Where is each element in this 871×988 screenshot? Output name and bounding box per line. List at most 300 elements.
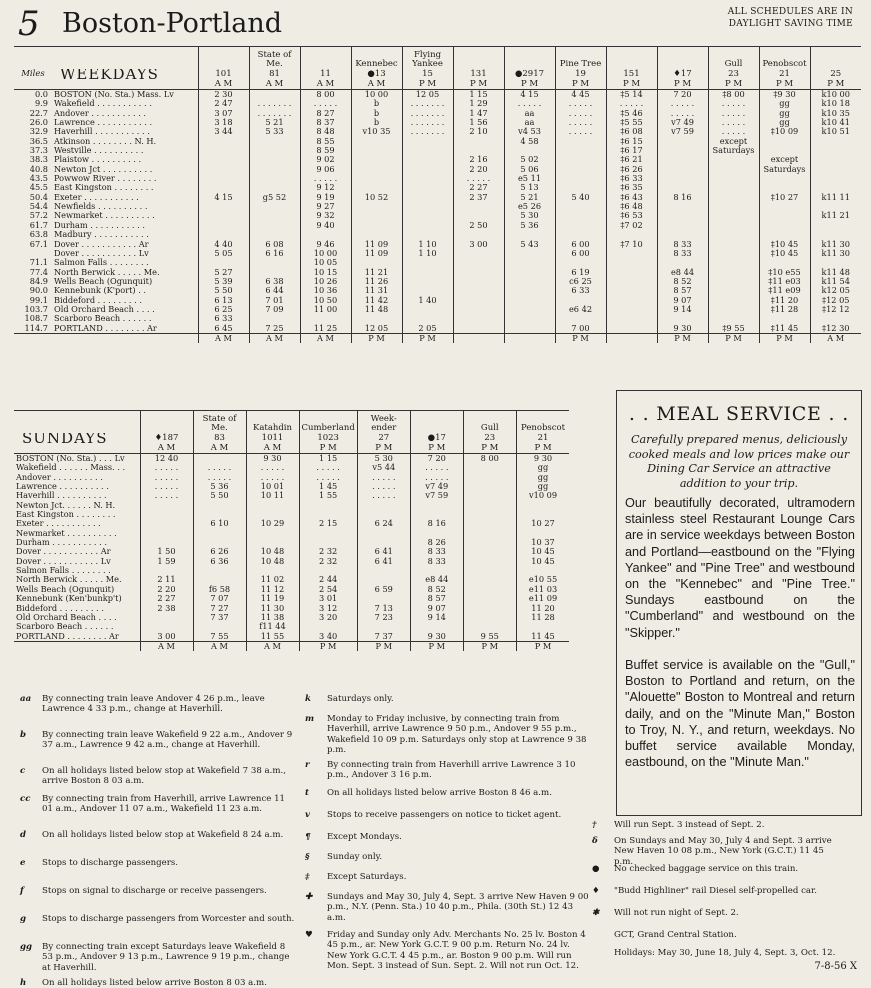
time-cell: aa — [504, 109, 555, 118]
time-cell: 10 50 — [300, 296, 351, 305]
time-cell — [810, 183, 861, 192]
time-cell: v4 53 — [504, 127, 555, 136]
footnote-text: On all holidays listed below stop at Wakefield 7 38 a.m., arrive Boston 8 03 a.m. — [42, 766, 286, 787]
time-cell — [246, 510, 299, 519]
am-pm-footer: P M — [516, 641, 569, 651]
train-name: Cumberland — [299, 411, 357, 434]
time-cell: ‡5 14 — [606, 90, 657, 100]
time-cell: 9 46 — [300, 240, 351, 249]
time-cell — [810, 230, 861, 239]
station-cell: Andover . . . . . . . . . . . — [54, 108, 146, 118]
dst-line-2: DAYLIGHT SAVING TIME — [728, 19, 853, 29]
time-cell: . . . . . — [453, 174, 504, 183]
time-cell: 8 33 — [410, 557, 463, 566]
mileage-cell: 22.7 — [29, 108, 48, 118]
station-cell: Powwow River . . . . . . . . — [54, 174, 157, 184]
station-cell: Haverhill . . . . . . . . . . . — [54, 127, 150, 137]
time-cell: 3 00 — [140, 632, 193, 642]
time-cell — [351, 174, 402, 183]
time-cell: . . . . . — [140, 491, 193, 500]
time-cell: 1 56 — [453, 118, 504, 127]
time-cell — [504, 324, 555, 334]
table-row — [14, 174, 861, 183]
time-cell: 5 33 — [249, 127, 300, 136]
time-cell — [759, 211, 810, 220]
time-cell: 5 30 — [504, 211, 555, 220]
time-cell: k10 51 — [810, 127, 861, 136]
time-cell — [504, 314, 555, 323]
time-cell — [198, 258, 249, 267]
footnote-text: Saturdays only. — [327, 694, 394, 704]
footer-code: 7-8-56 X — [814, 961, 857, 972]
time-cell — [453, 277, 504, 286]
time-cell: 4 58 — [504, 137, 555, 146]
table-row — [14, 277, 861, 286]
table-row — [14, 99, 861, 108]
time-cell — [410, 501, 463, 510]
time-cell: ‡6 21 — [606, 155, 657, 164]
time-cell: 6 44 — [249, 286, 300, 295]
time-cell: 4 40 — [198, 240, 249, 249]
footnote-symbol: § — [305, 852, 310, 862]
mileage-cell: 103.7 — [24, 304, 48, 314]
time-cell: ‡6 48 — [606, 202, 657, 211]
time-cell: 8 00 — [463, 454, 516, 464]
mileage-cell: 114.7 — [24, 323, 48, 333]
time-cell — [453, 146, 504, 155]
time-cell: ‡11 e03 — [759, 277, 810, 286]
table-row — [14, 463, 569, 472]
time-cell: 7 20 — [657, 90, 708, 100]
time-cell — [657, 155, 708, 164]
table-row — [14, 268, 861, 277]
footnote — [592, 886, 842, 896]
footnote-symbol: m — [305, 714, 315, 724]
train-number-text: 11 — [320, 69, 331, 79]
time-cell: ‡6 17 — [606, 146, 657, 155]
time-cell: 8 33 — [410, 547, 463, 556]
time-cell: ‡6 26 — [606, 165, 657, 174]
station-cell: Wakefield . . . . . . Mass. . . — [16, 463, 126, 473]
time-cell — [708, 183, 759, 192]
train-number-text: 17 — [435, 433, 446, 443]
time-cell: 8 55 — [300, 137, 351, 146]
am-pm-footer: P M — [463, 641, 516, 651]
time-cell — [198, 146, 249, 155]
time-cell — [504, 305, 555, 314]
time-cell: 7 27 — [193, 604, 246, 613]
am-pm-footer: P M — [555, 333, 606, 343]
station-cell: Wells Beach (Ogunquit) — [54, 276, 153, 286]
station-cell: Durham . . . . . . . . . . . — [16, 538, 107, 548]
am-pm-header: P M — [516, 443, 569, 454]
time-cell — [357, 594, 410, 603]
train-number — [198, 69, 249, 79]
time-cell — [463, 557, 516, 566]
time-cell: Saturdays — [759, 165, 810, 174]
time-cell — [504, 277, 555, 286]
time-cell — [759, 137, 810, 146]
time-cell — [357, 622, 410, 631]
time-cell — [402, 258, 453, 267]
footer-spacer — [14, 333, 52, 343]
time-cell — [299, 501, 357, 510]
footnote — [305, 852, 590, 862]
train-symbol: ● — [514, 69, 523, 79]
footnote-text: On all holidays listed below arrive Boston 8 46 a.m. — [327, 788, 552, 798]
time-cell: . . . . . — [193, 473, 246, 482]
am-pm-header: A M — [246, 443, 299, 454]
table-row — [14, 613, 569, 622]
time-cell: b — [351, 118, 402, 127]
train-number-text: ♦187 — [154, 433, 179, 443]
time-cell — [463, 538, 516, 547]
time-cell — [759, 258, 810, 267]
time-cell: 5 02 — [504, 155, 555, 164]
time-cell: . . . . . — [357, 491, 410, 500]
time-cell: 9 27 — [300, 202, 351, 211]
train-number-text: 131 — [470, 69, 487, 79]
time-cell: ‡12 05 — [810, 296, 861, 305]
time-cell — [453, 211, 504, 220]
footnote-symbol: gg — [20, 942, 33, 952]
table-row — [14, 127, 861, 136]
time-cell: ‡12 12 — [810, 305, 861, 314]
footnote-text: Will run Sept. 3 instead of Sept. 2. — [614, 820, 765, 830]
time-cell: 1 15 — [453, 90, 504, 100]
time-cell: 8 59 — [300, 146, 351, 155]
time-cell: 3 00 — [453, 240, 504, 249]
time-cell: ‡10 e55 — [759, 268, 810, 277]
time-cell — [402, 174, 453, 183]
time-cell — [351, 211, 402, 220]
table-row — [14, 90, 861, 100]
table-row — [14, 296, 861, 305]
time-cell — [357, 501, 410, 510]
time-cell: 9 19 — [300, 193, 351, 202]
train-number — [351, 69, 402, 79]
am-pm-header: P M — [410, 443, 463, 454]
footnote-symbol: cc — [20, 794, 31, 804]
train-number-text: 21 — [537, 433, 549, 443]
time-cell: 4 45 — [555, 90, 606, 100]
section-title: WEEKDAYS — [60, 69, 159, 79]
table-row — [14, 594, 569, 603]
time-cell: 9 14 — [657, 305, 708, 314]
mileage-cell: 36.5 — [29, 136, 48, 146]
time-cell: 5 21 — [504, 193, 555, 202]
time-cell: ‡10 45 — [759, 249, 810, 258]
train-name: Kennebec — [351, 47, 402, 70]
train-name: Katahdin — [246, 411, 299, 434]
train-number-text: 81 — [269, 69, 280, 79]
time-cell: 1 45 — [299, 482, 357, 491]
time-cell: 10 45 — [516, 547, 569, 556]
time-cell: 5 21 — [249, 118, 300, 127]
time-cell — [555, 183, 606, 192]
station-cell: PORTLAND . . . . . . . . Ar — [16, 631, 119, 641]
time-cell — [504, 268, 555, 277]
time-cell — [453, 314, 504, 323]
time-cell: . . . . . — [504, 99, 555, 108]
train-number — [140, 433, 193, 443]
time-cell — [140, 613, 193, 622]
time-cell: ‡6 08 — [606, 127, 657, 136]
am-pm-header: A M — [198, 79, 249, 90]
time-cell: k11 30 — [810, 249, 861, 258]
time-cell: v7 49 — [657, 118, 708, 127]
time-cell: k10 00 — [810, 90, 861, 100]
time-cell — [402, 314, 453, 323]
footnote — [20, 730, 295, 751]
sunday-timetable — [14, 410, 569, 651]
time-cell — [463, 585, 516, 594]
time-cell: 8 57 — [657, 286, 708, 295]
time-cell: 10 29 — [246, 519, 299, 528]
time-cell: 1 50 — [140, 547, 193, 556]
footnote — [20, 766, 295, 787]
time-cell — [657, 211, 708, 220]
time-cell: k11 54 — [810, 277, 861, 286]
station-cell: Biddeford . . . . . . . . . — [16, 603, 104, 613]
station-cell: Newton Jct. . . . . . N. H. — [16, 500, 116, 510]
time-cell: 9 32 — [300, 211, 351, 220]
time-cell — [453, 230, 504, 239]
time-cell: 6 25 — [198, 305, 249, 314]
time-cell: . . . . . — [357, 473, 410, 482]
time-cell — [657, 174, 708, 183]
train-name — [410, 411, 463, 434]
mileage-cell: 108.7 — [24, 314, 48, 324]
time-cell: 6 41 — [357, 547, 410, 556]
time-cell: 10 26 — [300, 277, 351, 286]
am-pm-footer: P M — [357, 641, 410, 651]
time-cell — [402, 277, 453, 286]
footnote-text: By connecting train leave Andover 4 26 p.m., leave Lawrence 4 33 p.m., change at Haverhill. — [42, 694, 265, 715]
station-cell: Exeter . . . . . . . . . . . — [54, 192, 139, 202]
mileage-cell: 57.2 — [29, 211, 48, 221]
time-cell: ‡10 27 — [759, 193, 810, 202]
time-cell: gg — [516, 463, 569, 472]
time-cell: 11 38 — [246, 613, 299, 622]
time-cell — [708, 296, 759, 305]
time-cell — [249, 230, 300, 239]
time-cell: 8 33 — [657, 240, 708, 249]
dst-line-1: ALL SCHEDULES ARE IN — [727, 7, 853, 17]
footnote — [592, 836, 842, 867]
time-cell: 12 05 — [402, 90, 453, 100]
time-cell: 11 02 — [246, 575, 299, 584]
time-cell — [657, 202, 708, 211]
time-cell: 5 43 — [504, 240, 555, 249]
mileage-cell: 37.3 — [29, 146, 48, 156]
time-cell — [657, 146, 708, 155]
station-cell: Dover . . . . . . . . . . . Lv — [16, 556, 111, 566]
train-name: State of Me. — [249, 47, 300, 70]
footnote-text: Will not run night of Sept. 2. — [614, 908, 739, 918]
time-cell: 5 06 — [504, 165, 555, 174]
table-row — [14, 632, 569, 642]
mileage-cell: 54.4 — [29, 202, 48, 212]
time-cell — [555, 230, 606, 239]
time-cell: e8 44 — [657, 268, 708, 277]
time-cell: 2 30 — [198, 90, 249, 100]
train-number — [810, 69, 861, 79]
time-cell: 11 48 — [351, 305, 402, 314]
footnote — [20, 694, 295, 715]
time-cell — [453, 137, 504, 146]
time-cell — [657, 230, 708, 239]
time-cell: . . . . . — [300, 174, 351, 183]
time-cell: 5 40 — [555, 193, 606, 202]
time-cell: 11 00 — [300, 305, 351, 314]
station-cell: Andover . . . . . . . . . . — [16, 472, 103, 482]
time-cell — [555, 174, 606, 183]
time-cell: 2 27 — [453, 183, 504, 192]
time-cell: ‡6 33 — [606, 174, 657, 183]
time-cell: k11 11 — [810, 193, 861, 202]
time-cell: 5 27 — [198, 268, 249, 277]
time-cell — [759, 230, 810, 239]
time-cell: 10 37 — [516, 538, 569, 547]
footnote-text: Except Saturdays. — [327, 872, 407, 882]
am-pm-footer: A M — [300, 333, 351, 343]
time-cell — [606, 286, 657, 295]
time-cell — [198, 165, 249, 174]
time-cell: b — [351, 99, 402, 108]
time-cell: . . . . . — [357, 482, 410, 491]
miles-header-label: Miles — [21, 69, 45, 79]
train-name — [810, 47, 861, 70]
time-cell: 10 05 — [300, 258, 351, 267]
time-cell: 7 09 — [249, 305, 300, 314]
time-cell — [351, 146, 402, 155]
time-cell — [198, 230, 249, 239]
am-pm-footer: A M — [246, 641, 299, 651]
time-cell: k10 35 — [810, 109, 861, 118]
time-cell: aa — [504, 118, 555, 127]
table-row — [14, 547, 569, 556]
train-number-text: 23 — [728, 69, 739, 79]
time-cell — [516, 622, 569, 631]
train-name — [198, 47, 249, 70]
footnote-symbol: r — [305, 760, 310, 770]
time-cell: 9 30 — [410, 632, 463, 642]
time-cell: 10 27 — [516, 519, 569, 528]
time-cell: . . . . . . . — [402, 118, 453, 127]
time-cell: v7 49 — [410, 482, 463, 491]
footnote-symbol: v — [305, 810, 310, 820]
station-cell: Newton Jct . . . . . . . . . . — [54, 164, 153, 174]
time-cell: ‡6 35 — [606, 183, 657, 192]
table-row — [14, 519, 569, 528]
time-cell: 6 36 — [193, 557, 246, 566]
time-cell: 5 39 — [198, 277, 249, 286]
time-cell: 7 07 — [193, 594, 246, 603]
footnote-text: Monday to Friday inclusive, by connecting train from Haverhill, arrive Lawrence 9 50 p.m., Andover 9 55 p.m., Wakefield 10 09 p.m. Saturdays only stop at Lawrence 9 38 p.m. — [327, 714, 587, 756]
time-cell — [140, 538, 193, 547]
time-cell: ‡6 43 — [606, 193, 657, 202]
time-cell: 2 10 — [453, 127, 504, 136]
time-cell — [516, 510, 569, 519]
footnote — [305, 694, 590, 704]
time-cell — [351, 202, 402, 211]
time-cell — [708, 230, 759, 239]
time-cell — [299, 529, 357, 538]
table-row — [14, 165, 861, 174]
am-pm-header: P M — [463, 443, 516, 454]
train-number — [410, 433, 463, 443]
time-cell — [708, 193, 759, 202]
table-row — [14, 183, 861, 192]
footnote-symbol: ✱ — [592, 908, 600, 918]
time-cell — [810, 137, 861, 146]
time-cell — [810, 221, 861, 230]
am-pm-header: P M — [810, 79, 861, 90]
train-name — [504, 47, 555, 70]
time-cell — [463, 482, 516, 491]
time-cell — [410, 622, 463, 631]
time-cell — [657, 165, 708, 174]
time-cell — [708, 258, 759, 267]
station-cell: Dover . . . . . . . . . . . Lv — [54, 248, 149, 258]
time-cell — [193, 538, 246, 547]
time-cell: ‡12 30 — [810, 324, 861, 334]
footnote-text: By connecting train except Saturdays leave Wakefield 8 53 p.m., Andover 9 13 p.m., Lawrence 9 19 p.m., change at Haverhill. — [42, 942, 290, 973]
section-label — [52, 47, 198, 70]
time-cell — [606, 268, 657, 277]
footnote — [305, 832, 590, 842]
footnote-text: By connecting train from Haverhill, arrive Lawrence 11 01 a.m., Andover 11 07 a.m., Wakefield 11 23 a.m. — [42, 794, 286, 815]
footnote — [20, 942, 295, 973]
am-pm-header: P M — [759, 79, 810, 90]
table-row — [14, 240, 861, 249]
time-cell — [249, 258, 300, 267]
train-number-text: 151 — [623, 69, 640, 79]
time-cell: 5 50 — [193, 491, 246, 500]
time-cell — [410, 566, 463, 575]
footnote — [20, 886, 295, 896]
time-cell: . . . . . . . — [249, 109, 300, 118]
train-number — [299, 433, 357, 443]
footnote — [20, 830, 295, 840]
time-cell: 11 30 — [246, 604, 299, 613]
table-row — [14, 155, 861, 164]
meal-service-paragraph-2: Buffet service is available on the "Gull," Boston to Portland and return, on the "Alouette" Boston to Montreal and return daily, and on the "Minute Man," Boston to Troy, N. Y., and return, weekdays. No buffet service available Monday, eastbound, on the "Minute Man." — [625, 658, 855, 770]
time-cell — [249, 211, 300, 220]
train-name: Gull — [463, 411, 516, 434]
time-cell: ‡5 46 — [606, 109, 657, 118]
time-cell: ‡8 00 — [708, 90, 759, 100]
time-cell: 8 52 — [657, 277, 708, 286]
time-cell — [453, 296, 504, 305]
train-number-text: 25 — [830, 69, 842, 79]
time-cell — [357, 529, 410, 538]
time-cell: 1 10 — [402, 240, 453, 249]
am-pm-header: A M — [140, 443, 193, 454]
mileage-cell: 9.9 — [34, 99, 48, 109]
time-cell: 11 09 — [351, 240, 402, 249]
time-cell — [555, 314, 606, 323]
table-row — [14, 622, 569, 631]
station-cell: Wakefield . . . . . . . . . . . — [54, 99, 152, 109]
time-cell: 2 16 — [453, 155, 504, 164]
station-cell: Salmon Falls . . . . . . . . — [54, 258, 149, 268]
station-cell: Newmarket . . . . . . . . . . — [54, 211, 155, 221]
table-row — [14, 305, 861, 314]
footnote-symbol: e — [20, 858, 26, 868]
table-row — [14, 501, 569, 510]
